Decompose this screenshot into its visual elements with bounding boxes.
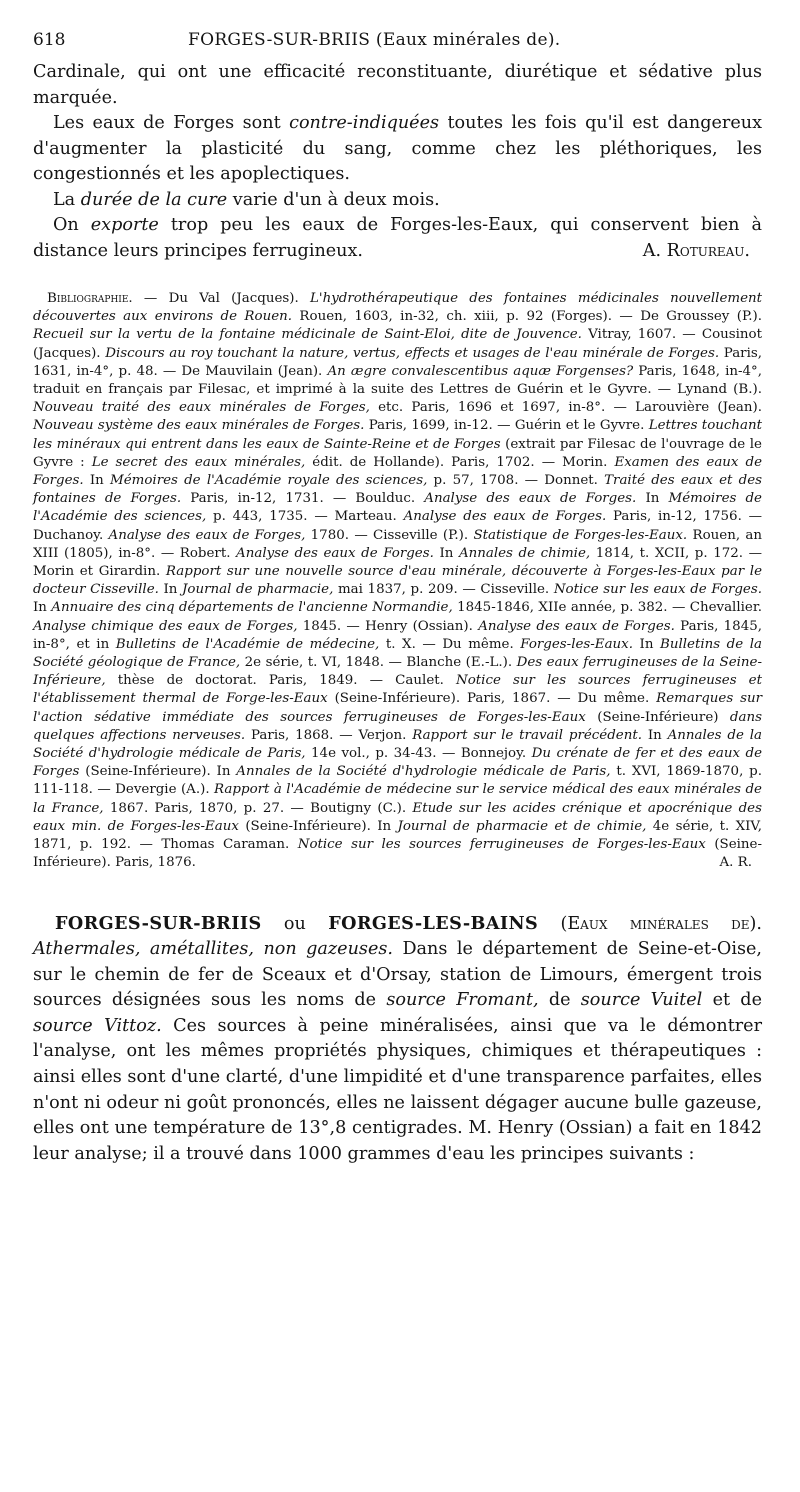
bib-text: 1845-1846, XIIe année, p. 382. — Chevallier. [452,600,763,616]
bib-title: Mémoires de l'Académie royale des sciences, [110,473,428,489]
bib-title: Notice sur les eaux de Forges. [553,582,762,598]
bib-text: In [83,473,111,489]
bib-text: édit. de Hollande). Paris, 1702. — Morin. [305,454,615,470]
bibliography-label: Bibliographie. [47,291,133,306]
bib-title: Mémoires de l'Académie des sciences, [33,491,762,525]
bib-text: t. XVI, 1869-1870, p. 111-118. — Devergie (A.). [33,764,762,798]
bib-title: Etude sur les acides crénique et apocrénique des eaux min. de Forges-les-Eaux [33,800,762,834]
bib-text: In [433,545,459,561]
bib-text: Paris, 1845, in-8°, et in [33,618,762,652]
bib-title: Annales de la Société d'hydrologie médicale de Paris, [33,727,763,762]
bib-text: (extrait par Filesac de l'ouvrage de le Gyvre : [33,436,762,470]
bib-title: Analyse des eaux de Forges. [403,509,607,525]
bib-text: (Seine-Inférieure). In [79,764,237,780]
italic-term: source Vuitel [580,990,703,1011]
running-header [33,30,762,54]
bib-text: In [641,727,668,743]
bib-text: Paris, 1648, in-4°, traduit en français par Filesac, et imprimé à la suite des Lettres de Guérin et le Gyvre. — Lynand (B.). [33,363,762,398]
bib-text: — Du Val (Jacques). [132,291,310,306]
article-continuation [33,60,762,264]
italic-term: source Vittoz. [33,1015,162,1036]
bib-text: Vitray, 1607. — Cousinot (Jacques). [33,327,762,361]
bibliography-block [33,290,762,873]
bib-title: Notice sur les sources ferrugineuses de Forges-les-Eaux [297,837,706,853]
bib-text: (Seine-Inférieure). Paris, 1867. — Du même. [327,691,657,707]
bib-title: Lettres touchant les minéraux qui entrent dans les eaux de Sainte-Reine et de Forges [33,418,762,452]
bib-text: mai 1837, p. 209. — Cisseville. [333,582,554,598]
bib-title: Traité des eaux et des fontaines de Forges. [33,473,763,507]
new-article [33,911,762,1168]
text-run: toutes les fois qu'il est dangereux d'augmenter la plasticité du sang, comme chez les pléthoriques, les congestionnés et les apoplectiques. [33,113,763,184]
bib-text: Paris, in-12, 1731. — Boulduc. [181,491,425,507]
text-run: trop peu les eaux de Forges-les-Eaux, qui conservent bien à distance leurs principes ferrugineux. [33,215,762,261]
bib-text: (Seine-Inférieure). Paris, 1876. [33,837,762,871]
bib-title: Forges-les-Eaux. [520,636,633,652]
bib-title: Notice sur les sources ferrugineuses et l'établissement thermal de Forge-les-Eaux [33,673,762,707]
bib-text: 1814, t. XCII, p. 172. — Morin et Girardin. [33,545,762,580]
bib-title: L'hydrothérapeutique des fontaines médicinales nouvellement découvertes aux environs de Rouen. [33,291,763,325]
bib-title: Des eaux ferrugineuses de la Seine-Inférieure, [33,655,762,689]
bib-title: Analyse des eaux de Forges. [424,491,637,507]
bibliography-initials: A. R. [719,855,752,871]
author-signature: A. Rotureau. [642,240,750,261]
bib-text: (Seine-Inférieure). In [238,818,398,834]
bib-title: Annuaire des cinq départements de l'ancienne Normandie, [51,600,453,616]
bib-title: Examen des eaux de Forges. [33,454,762,489]
bib-title: Nouveau système des eaux minérales de Forges. [33,418,365,434]
bib-text: Rouen, 1603, in-32, ch. xiii, p. 92 (Forges). — De Groussey (P.). [292,309,762,325]
bib-title: Rapport sur le travail précédent. [412,727,642,743]
bib-title: Le secret des eaux minérales, [91,454,306,470]
article-headword-alt: FORGES-LES-BAINS [328,912,539,934]
bib-title: Analyse des eaux de Forges. [236,545,434,561]
bib-title: Statistique de Forges-les-Eaux. [473,527,688,543]
text-run: et de [702,990,762,1011]
italic-term: source Fromant, [386,990,539,1011]
text-run: varie d'un à deux mois. [227,189,440,210]
bib-text: 1845. — Henry (Ossian). [297,618,479,634]
bib-text: 2e série, t. VI, 1848. — Blanche (E.-L.). [240,655,517,671]
italic-term: exporte [90,215,159,235]
italic-term: Athermales, amétallites, non gazeuses. [33,939,393,960]
bib-title: Bulletins de l'Académie de médecine, [115,636,380,652]
bib-text: 4e série, t. XIV, 1871, p. 192. — Thomas Caraman. [33,818,762,853]
page-number: 618 [33,30,66,50]
bib-text: Paris, 1868. — Verjon. [245,727,413,743]
running-title: FORGES-SUR-BRIIS (Eaux minérales de). [188,30,561,50]
italic-term: contre-indiquées [289,113,440,133]
paragraph-duration [33,188,762,214]
bib-title: Annales de la Société d'hydrologie médicale de Paris, [236,764,611,780]
bib-text: thèse de doctorat. Paris, 1849. — Caulet. [105,673,456,689]
bib-text: (Seine-Inférieure) [585,709,730,725]
text-run: Ces sources à peine minéralisées, ainsi que va le démontrer l'analyse, ont les mêmes propriétés physiques, chimiques et thérapeutiques : ainsi elles sont d'une clarté, d'une limpidité et d'une transparence parfaites, elles n'ont ni odeur ni goût prononcés, elles ne laissent dégager aucune bulle gazeuse, elles ont une température de 13°,8 centigrades. M. Henry (Ossian) a fait en 1842 leur analyse; il a trouvé dans 1000 grammes d'eau les principes suivants : [33,1015,762,1164]
bib-title: Annales de chimie, [458,545,591,561]
bib-text: Paris, 1699, in-12. — Guérin et le Gyvre. [364,418,649,434]
paragraph-export [33,213,762,264]
bib-text: t. X. — Du même. [379,636,521,652]
bib-text: In [33,600,52,616]
bib-title: Rapport à l'Académie de médecine sur le service médical des eaux minérales de la France, [33,782,762,816]
bib-text: p. 57, 1708. — Donnet. [427,473,605,489]
paragraph-contraindications [33,111,762,188]
paragraph-efficacy: Cardinale, qui ont une efficacité reconstituante, diurétique et sédative plus marquée. [33,62,762,108]
bib-title: Analyse des eaux de Forges, [108,527,306,543]
bib-title: Discours au roy touchant la nature, vertus, effects et usages de l'eau minérale de Forges. [105,345,720,361]
bib-text: 14e vol., p. 34-43. — Bonnejoy. [305,746,532,762]
bib-title: Journal de pharmacie et de chimie, [397,818,647,834]
bib-title: Rapport sur une nouvelle source d'eau minérale, découverte à Forges-les-Eaux par le docteur Cisseville. [33,564,762,598]
article-label: (Eaux minérales de). [538,913,762,934]
bib-title: dans quelques affections nerveuses. [33,709,762,743]
bib-title: Remarques sur l'action sédative immédiate des sources ferrugineuses de Forges-les-Eaux [33,691,762,725]
text-run: Les eaux de Forges sont [53,113,290,133]
bib-title: Du crénate de fer et des eaux de Forges [33,746,762,780]
bib-title: Analyse des eaux de Forges. [478,618,675,634]
bib-text: Paris, in-12, 1756. — Duchanoy. [33,509,763,543]
italic-term: durée de la cure [80,189,228,210]
text-run: La [53,189,81,210]
text-run: On [53,215,91,235]
text-run: de [538,990,581,1011]
bib-text: 1867. Paris, 1870, p. 27. — Boutigny (C.). [103,800,413,816]
bib-text: In [158,582,183,598]
bib-text: etc. Paris, 1696 et 1697, in-8°. — Larouvière (Jean). [369,400,762,416]
bib-title: Journal de pharmacie, [182,582,334,598]
bib-title: An ægre convalescentibus aquæ Forgenses? [327,363,634,379]
bib-text: Paris, 1631, in-4°, p. 48. — De Mauvilain (Jean). [33,345,762,379]
article-paragraph [33,911,762,1168]
bib-title: Analyse chimique des eaux de Forges, [33,618,298,634]
bib-text: p. 443, 1735. — Marteau. [206,509,404,525]
bib-title: Recueil sur la vertu de la fontaine médicinale de Saint-Eloi, dite de Jouvence. [33,327,582,343]
bib-text: 1780. — Cisseville (P.). [305,527,474,543]
bib-text: Rouen, an XIII (1805), in-8°. — Robert. [33,527,763,561]
bib-text: In [633,636,661,652]
text-run: Dans le département de Seine-et-Oise, sur le chemin de fer de Sceaux et d'Orsay, station de Limours, émergent trois sources désignées sous les noms de [33,939,762,1011]
bib-title: Bulletins de la Société géologique de France, [33,636,762,671]
bib-title: Nouveau traité des eaux minérales de Forges, [33,400,370,416]
bib-text: In [636,491,669,507]
article-headword: FORGES-SUR-BRIIS [55,912,262,934]
text-run: ou [261,913,329,934]
